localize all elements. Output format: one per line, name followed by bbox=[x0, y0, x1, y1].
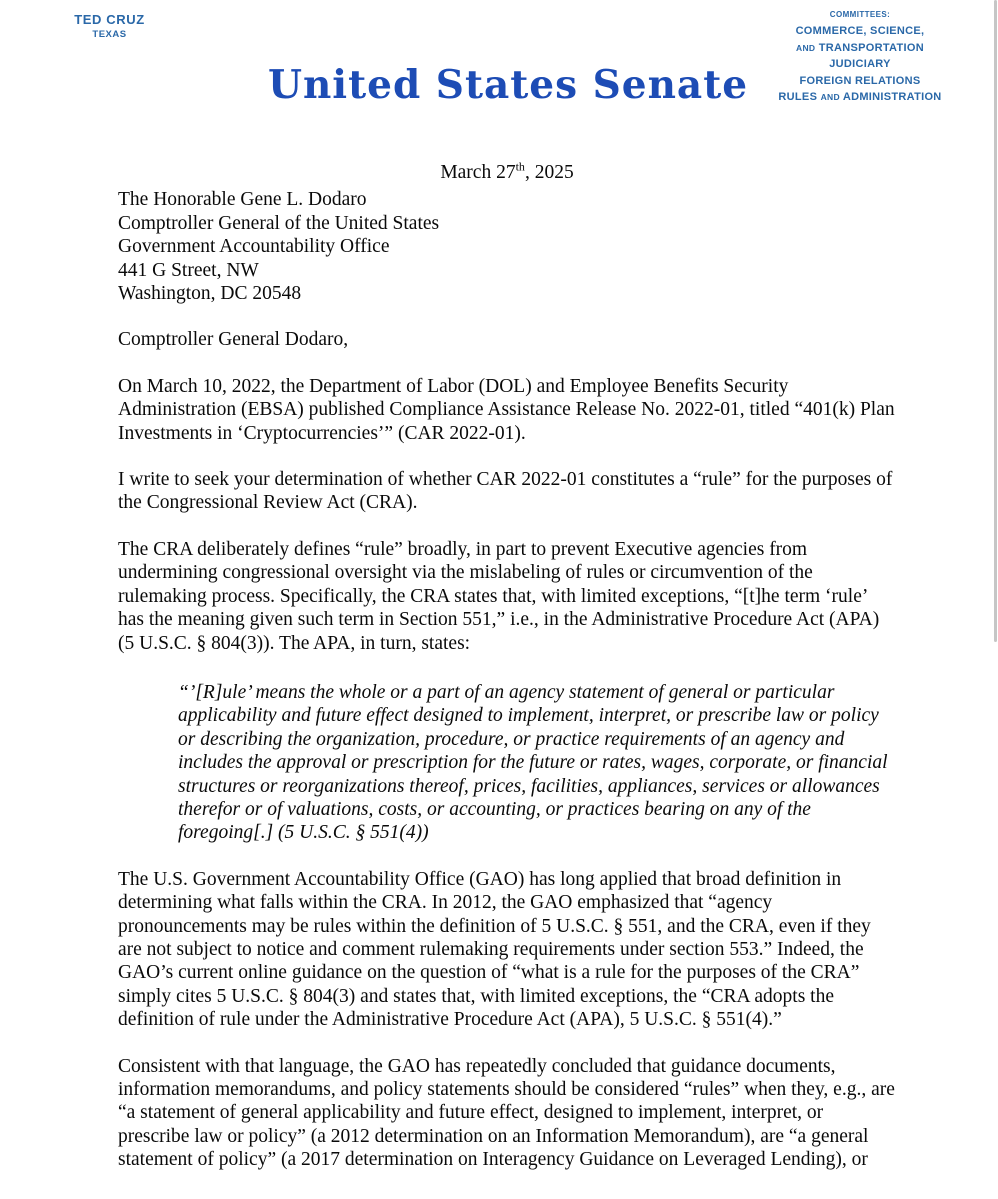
recipient-line: 441 G Street, NW bbox=[118, 259, 259, 281]
letter-document bbox=[118, 161, 896, 1172]
date-superscript: th bbox=[515, 159, 525, 174]
body-paragraph: The U.S. Government Accountability Office (GAO) has long applied that broad definition in determining what falls within the CRA. In 2012, the GAO emphasized that “agency pronouncements may be rules within the definition of 5 U.S.C. § 551, and the CRA, even if they are not subject to notice and comment rulemaking requirements under section 553.” Indeed, the GAO’s current online guidance on the question of “what is a rule for the purposes of the CRA” simply cites 5 U.S.C. § 804(3) and states that, with limited exceptions, the “CRA adopts the definition of rule under the Administrative Procedure Act (APA), 5 U.S.C. § 551(4).” bbox=[118, 868, 871, 1031]
senate-letterhead-title: United States Senate bbox=[267, 62, 749, 108]
sender-name: TED CRUZ bbox=[74, 12, 145, 27]
body-paragraph: I write to seek your determination of whether CAR 2022-01 constitutes a “rule” for the purposes of the Congressional Review Act (CRA). bbox=[118, 469, 893, 514]
recipient-block bbox=[118, 188, 896, 305]
recipient-line: Government Accountability Office bbox=[118, 236, 390, 258]
recipient-line: Comptroller General of the United States bbox=[118, 212, 440, 234]
letter-body bbox=[118, 375, 896, 1172]
committee-item: COMMERCE, SCIENCE, bbox=[795, 25, 925, 37]
committees-heading: COMMITTEES: bbox=[829, 10, 891, 19]
recipient-line: The Honorable Gene L. Dodaro bbox=[118, 189, 367, 211]
sender-block bbox=[52, 12, 167, 40]
body-paragraph: Consistent with that language, the GAO has repeatedly concluded that guidance documents, information memorandums, and policy statements should be considered “rules” when they, e.g., are “a statement of general applicability and future effect, designed to implement, interpret, or prescribe law or policy” (a 2012 determination on an Information Memorandum), are “a general statement of policy” (a 2017 determination on Interagency Guidance on Leveraged Lending), or bbox=[118, 1055, 895, 1171]
committee-item: FOREIGN RELATIONS bbox=[799, 74, 921, 87]
committee-item: AND TRANSPORTATION bbox=[796, 41, 924, 54]
sender-state: TEXAS bbox=[92, 29, 127, 40]
salutation: Comptroller General Dodaro, bbox=[118, 329, 349, 351]
body-paragraph: On March 10, 2022, the Department of Labor (DOL) and Employee Benefits Security Administration (EBSA) published Compliance Assistance Release No. 2022-01, titled “401(k) Plan Investments in ‘Cryptocurrencies’” (CAR 2022-01). bbox=[118, 375, 895, 444]
committee-item: JUDICIARY bbox=[829, 58, 891, 70]
blockquote-paragraph: “’[R]ule’ means the whole or a part of an agency statement of general or particular applicability and future effect designed to implement, interpret, or prescribe law or policy or describing the organization, procedure, or practice requirements of an agency and includes the approval or prescription for the future or rates, wages, corporate, or financial structures or reorganizations thereof, prices, facilities, appliances, services or allowances therefor or of valuations, costs, or accounting, or practices bearing on any of the foregoing[.] (5 U.S.C. § 551(4)) bbox=[178, 681, 888, 844]
scrollbar-thumb[interactable] bbox=[994, 0, 997, 642]
date-line bbox=[118, 161, 896, 184]
date-year: , 2025 bbox=[524, 162, 574, 183]
recipient-line: Washington, DC 20548 bbox=[118, 283, 302, 305]
body-paragraph: The CRA deliberately defines “rule” broadly, in part to prevent Executive agencies from undermining congressional oversight via the mislabeling of rules or circumvention of the rulemaking process. Specifically, the CRA states that, with limited exceptions, “[t]he term ‘rule’ has the meaning given such term in Section 551,” i.e., in the Administrative Procedure Act (APA) (5 U.S.C. § 804(3)). The APA, in turn, states: bbox=[118, 538, 880, 654]
committee-item: RULES AND ADMINISTRATION bbox=[778, 91, 942, 103]
date-main: March 27 bbox=[440, 162, 516, 183]
